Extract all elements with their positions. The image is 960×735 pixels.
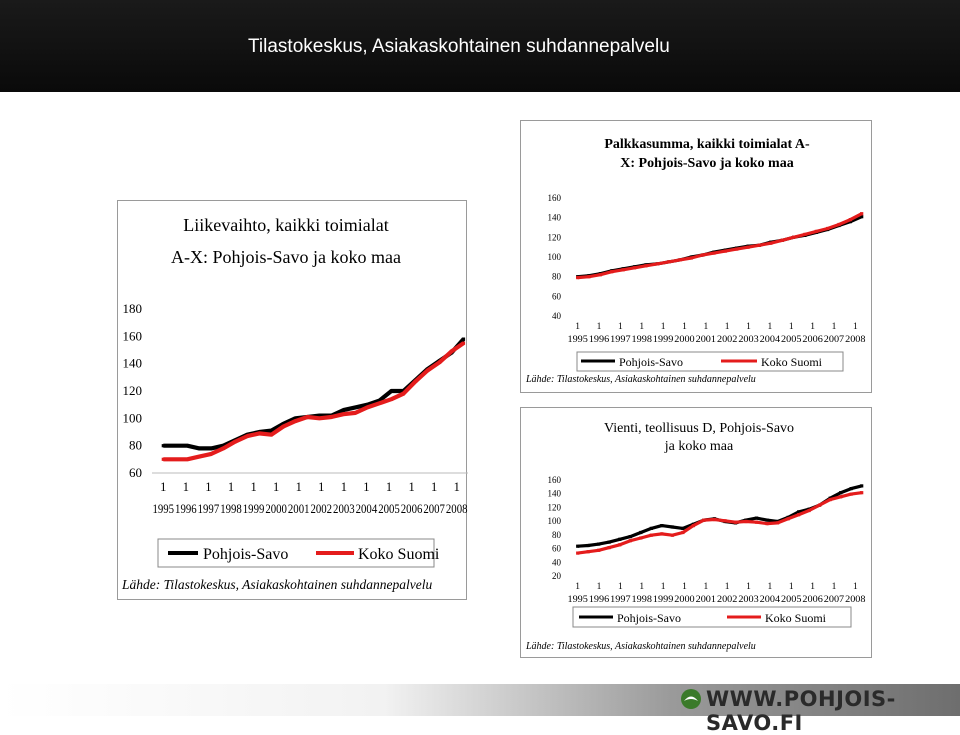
y-tick-label: 120 <box>547 502 561 513</box>
data-point <box>755 521 758 524</box>
y-tick-label: 120 <box>547 232 561 243</box>
legend-label-koko-suomi: Koko Suomi <box>761 355 823 369</box>
chart-liikevaihto <box>118 201 468 601</box>
data-point <box>342 409 345 412</box>
data-point <box>622 268 625 271</box>
legend-label-koko-suomi: Koko Suomi <box>358 546 440 563</box>
data-point <box>198 447 201 450</box>
data-point <box>690 256 693 259</box>
y-tick-label: 160 <box>547 475 561 485</box>
x-tick-label-bottom: 1999 <box>652 335 674 345</box>
data-point <box>306 415 309 418</box>
x-tick-label-top: 1 <box>596 322 602 332</box>
data-point <box>610 270 613 273</box>
chart-title-line-1: Vienti, teollisuus D, Pohjois-Savo <box>603 421 795 436</box>
x-tick-label-top: 1 <box>340 480 347 494</box>
data-point <box>644 264 647 267</box>
chart-palkkasumma-frame <box>520 120 872 393</box>
x-tick-label-top: 1 <box>810 582 815 592</box>
x-tick-label-top: 1 <box>682 322 687 332</box>
data-point <box>162 458 165 461</box>
x-tick-label-top: 1 <box>618 322 623 332</box>
data-point <box>599 273 602 276</box>
data-point <box>414 380 417 383</box>
data-point <box>390 398 393 401</box>
data-point <box>660 532 663 535</box>
chart-source: Lähde: Tilastokeskus, Asiakaskohtainen suhdannepalvelu <box>122 577 433 592</box>
data-point <box>426 369 429 372</box>
pohjois-savo-logo-icon <box>680 688 702 710</box>
data-point <box>839 495 842 498</box>
x-tick-label-top: 1 <box>408 480 415 494</box>
x-tick-label-bottom: 2000 <box>265 502 287 516</box>
x-tick-label-bottom: 2004 <box>355 502 378 516</box>
data-point <box>860 491 863 494</box>
x-tick-label-top: 1 <box>363 480 370 494</box>
data-point <box>747 246 750 249</box>
y-tick-label: 60 <box>552 543 561 554</box>
y-tick-label: 80 <box>552 271 561 282</box>
x-tick-label-bottom: 1996 <box>588 595 610 605</box>
page-title: Tilastokeskus, Asiakaskohtainen suhdannepalvelu <box>248 36 670 57</box>
data-point <box>692 524 695 527</box>
series-line-pohjois-savo <box>578 486 862 546</box>
data-point <box>660 524 663 527</box>
data-point <box>210 452 213 455</box>
data-point <box>815 230 818 233</box>
x-tick-label-bottom: 2004 <box>759 595 781 605</box>
x-tick-label-bottom: 2002 <box>310 502 333 516</box>
data-point <box>792 236 795 239</box>
data-point <box>234 440 237 443</box>
data-point <box>597 543 600 546</box>
data-point <box>342 413 345 416</box>
x-tick-label-bottom: 1998 <box>631 335 653 345</box>
series-line-pohjois-savo <box>163 339 463 448</box>
data-point <box>781 239 784 242</box>
x-tick-label-top: 1 <box>767 582 773 592</box>
y-tick-label: 100 <box>547 252 561 262</box>
x-tick-label-bottom: 2003 <box>738 595 760 605</box>
data-point <box>186 444 189 447</box>
data-point <box>587 275 590 278</box>
data-point <box>667 260 670 263</box>
chart-title-line-2: A-X: Pohjois-Savo ja koko maa <box>171 247 401 267</box>
data-point <box>734 521 737 524</box>
data-point <box>639 536 642 539</box>
x-tick-label-top: 1 <box>852 322 858 332</box>
data-point <box>837 223 840 226</box>
data-point <box>765 519 768 522</box>
chart-source: Lähde: Tilastokeskus, Asiakaskohtainen suhdannepalvelu <box>526 374 756 385</box>
y-tick-label: 40 <box>552 557 561 568</box>
data-point <box>186 458 189 461</box>
x-tick-label-top: 1 <box>639 322 645 332</box>
x-tick-label-top: 1 <box>746 322 751 332</box>
data-point <box>587 544 590 547</box>
data-point <box>678 258 681 261</box>
y-tick-label: 80 <box>552 529 561 540</box>
x-tick-label-bottom: 2008 <box>445 502 468 516</box>
x-tick-label-bottom: 2003 <box>738 335 760 345</box>
data-point <box>270 433 273 436</box>
data-point <box>378 402 381 405</box>
x-tick-label-bottom: 1999 <box>652 595 674 605</box>
data-point <box>174 444 177 447</box>
data-point <box>818 504 821 507</box>
footer-url-link[interactable]: WWW.POHJOIS-SAVO.FI <box>706 687 896 735</box>
data-point <box>576 552 579 555</box>
data-point <box>633 266 636 269</box>
data-point <box>808 509 811 512</box>
x-tick-label-top: 1 <box>660 322 666 332</box>
x-tick-label-top: 1 <box>160 480 167 494</box>
y-tick-label: 140 <box>547 212 561 223</box>
data-point <box>354 411 357 414</box>
x-tick-label-bottom: 2006 <box>400 502 423 516</box>
x-tick-label-bottom: 1996 <box>175 502 197 516</box>
data-point <box>246 435 249 438</box>
data-point <box>258 432 261 435</box>
chart-legend <box>577 352 843 371</box>
x-tick-label-top: 1 <box>682 582 687 592</box>
y-tick-label: 180 <box>122 301 142 316</box>
x-tick-label-top: 1 <box>639 582 645 592</box>
x-tick-label-bottom: 1995 <box>567 595 589 605</box>
x-tick-label-top: 1 <box>788 322 794 332</box>
data-point <box>860 212 863 215</box>
x-tick-label-bottom: 2006 <box>802 335 824 345</box>
chart-vienti <box>521 408 873 659</box>
x-tick-label-bottom: 1996 <box>588 335 610 345</box>
x-tick-label-bottom: 2004 <box>759 335 781 345</box>
data-point <box>829 498 832 501</box>
data-point <box>354 406 357 409</box>
y-tick-label: 120 <box>122 383 142 398</box>
x-tick-label-bottom: 1995 <box>152 502 175 516</box>
data-point <box>701 253 704 256</box>
x-tick-label-top: 1 <box>273 480 280 494</box>
data-point <box>462 342 465 345</box>
x-tick-label-bottom: 2007 <box>423 502 445 516</box>
x-tick-label-bottom: 2002 <box>716 595 738 605</box>
y-tick-label: 140 <box>547 488 561 499</box>
data-point <box>618 543 621 546</box>
y-tick-label: 40 <box>552 311 561 321</box>
x-tick-label-bottom: 1999 <box>242 502 265 516</box>
chart-title-line-2: ja koko maa <box>664 439 734 454</box>
chart-vienti-frame <box>520 407 872 658</box>
x-tick-label-bottom: 2007 <box>823 595 845 605</box>
x-tick-label-bottom: 2006 <box>802 595 824 605</box>
chart-palkkasumma <box>521 121 873 394</box>
x-tick-label-top: 1 <box>703 322 709 332</box>
chart-title-line-1: Palkkasumma, kaikki toimialat A- <box>604 137 810 152</box>
data-point <box>162 444 165 447</box>
data-point <box>735 248 738 251</box>
data-point <box>198 455 201 458</box>
data-point <box>681 527 684 530</box>
data-point <box>608 546 611 549</box>
data-point <box>366 406 369 409</box>
data-point <box>576 545 579 548</box>
x-tick-label-bottom: 2007 <box>823 335 845 345</box>
data-point <box>629 539 632 542</box>
x-tick-label-top: 1 <box>227 480 235 494</box>
data-point <box>826 227 829 230</box>
legend-label-koko-suomi: Koko Suomi <box>765 611 827 625</box>
series-line-koko-suomi <box>163 343 463 459</box>
x-tick-label-top: 1 <box>318 480 325 494</box>
data-point <box>438 361 441 364</box>
x-tick-label-top: 1 <box>575 582 581 592</box>
legend-label-pohjois-savo: Pohjois-Savo <box>617 611 682 625</box>
data-point <box>618 538 621 541</box>
data-point <box>639 531 642 534</box>
chart-legend <box>158 539 440 567</box>
chart-title-line-2: X: Pohjois-Savo ja koko maa <box>620 156 794 171</box>
data-point <box>860 484 863 487</box>
data-point <box>849 218 852 221</box>
x-tick-label-bottom: 2003 <box>333 502 355 516</box>
data-point <box>724 250 727 253</box>
data-point <box>765 522 768 525</box>
data-point <box>803 233 806 236</box>
data-point <box>850 493 853 496</box>
data-point <box>210 447 213 450</box>
data-point <box>702 519 705 522</box>
x-tick-label-bottom: 2005 <box>781 595 802 605</box>
x-tick-label-top: 1 <box>295 480 302 494</box>
data-point <box>282 425 285 428</box>
x-tick-label-top: 1 <box>618 582 623 592</box>
x-tick-label-top: 1 <box>788 582 794 592</box>
x-tick-label-top: 1 <box>250 480 257 494</box>
data-point <box>744 520 747 523</box>
y-tick-label: 60 <box>129 465 142 480</box>
legend-label-pohjois-savo: Pohjois-Savo <box>203 546 289 563</box>
x-tick-label-bottom: 2000 <box>674 335 695 345</box>
x-tick-label-top: 1 <box>703 582 709 592</box>
x-tick-label-bottom: 2001 <box>695 335 717 345</box>
x-tick-label-bottom: 2008 <box>845 595 866 605</box>
x-tick-label-top: 1 <box>453 480 460 494</box>
x-tick-label-bottom: 2000 <box>674 595 695 605</box>
y-tick-label: 60 <box>552 291 561 302</box>
x-tick-label-top: 1 <box>724 322 730 332</box>
x-tick-label-bottom: 2008 <box>845 335 866 345</box>
x-tick-label-top: 1 <box>205 480 212 494</box>
data-point <box>629 535 632 538</box>
data-point <box>713 518 716 521</box>
data-point <box>390 389 393 392</box>
x-tick-label-top: 1 <box>810 322 815 332</box>
y-tick-label: 160 <box>547 193 561 203</box>
chart-liikevaihto-frame <box>117 200 467 600</box>
x-tick-label-bottom: 2001 <box>287 502 310 516</box>
y-tick-label: 160 <box>122 328 142 344</box>
x-tick-label-top: 1 <box>385 480 393 494</box>
x-tick-label-top: 1 <box>852 582 858 592</box>
data-point <box>462 338 465 341</box>
chart-title-line-1: Liikevaihto, kaikki toimialat <box>183 215 389 235</box>
footer <box>0 684 960 735</box>
x-tick-label-top: 1 <box>831 322 837 332</box>
x-tick-label-top: 1 <box>596 582 602 592</box>
x-tick-label-top: 1 <box>767 322 773 332</box>
x-tick-label-bottom: 1997 <box>610 335 631 345</box>
chart-source: Lähde: Tilastokeskus, Asiakaskohtainen suhdannepalvelu <box>526 641 756 652</box>
data-point <box>769 242 772 245</box>
series-line-pohjois-savo <box>578 217 862 277</box>
x-tick-label-top: 1 <box>831 582 837 592</box>
x-tick-label-top: 1 <box>182 480 189 494</box>
data-point <box>723 519 726 522</box>
y-tick-label: 20 <box>552 571 561 581</box>
data-point <box>776 521 779 524</box>
x-tick-label-bottom: 2005 <box>378 502 400 516</box>
data-point <box>402 392 405 395</box>
data-point <box>608 541 611 544</box>
data-point <box>318 417 321 420</box>
data-point <box>174 458 177 461</box>
data-point <box>650 527 653 530</box>
data-point <box>656 262 659 265</box>
x-tick-label-bottom: 1997 <box>610 595 631 605</box>
x-tick-label-bottom: 2001 <box>695 595 717 605</box>
data-point <box>850 487 853 490</box>
x-tick-label-bottom: 1998 <box>631 595 653 605</box>
data-point <box>671 534 674 537</box>
x-tick-label-bottom: 1997 <box>197 502 220 516</box>
x-tick-label-top: 1 <box>431 480 438 494</box>
y-tick-label: 140 <box>122 355 142 371</box>
data-point <box>839 491 842 494</box>
x-tick-label-bottom: 2002 <box>716 335 738 345</box>
x-tick-label-top: 1 <box>660 582 666 592</box>
data-point <box>671 525 674 528</box>
data-point <box>797 513 800 516</box>
y-tick-label: 80 <box>129 437 142 453</box>
x-tick-label-top: 1 <box>746 582 751 592</box>
x-tick-label-bottom: 1998 <box>220 502 242 516</box>
data-point <box>681 531 684 534</box>
x-tick-label-bottom: 2005 <box>781 335 802 345</box>
data-point <box>787 517 790 520</box>
data-point <box>758 244 761 247</box>
data-point <box>450 350 453 353</box>
title-banner <box>0 0 960 92</box>
data-point <box>587 550 590 553</box>
data-point <box>650 534 653 537</box>
x-tick-label-top: 1 <box>724 582 730 592</box>
data-point <box>597 549 600 552</box>
data-point <box>222 447 225 450</box>
y-tick-label: 100 <box>122 410 142 426</box>
data-point <box>755 517 758 520</box>
data-point <box>294 420 297 423</box>
x-tick-label-bottom: 1995 <box>567 335 589 345</box>
data-point <box>330 415 333 418</box>
data-point <box>712 252 715 255</box>
legend-label-pohjois-savo: Pohjois-Savo <box>619 355 684 369</box>
data-point <box>576 276 579 279</box>
x-tick-label-top: 1 <box>575 322 581 332</box>
y-tick-label: 100 <box>547 516 561 527</box>
chart-legend <box>573 607 851 627</box>
